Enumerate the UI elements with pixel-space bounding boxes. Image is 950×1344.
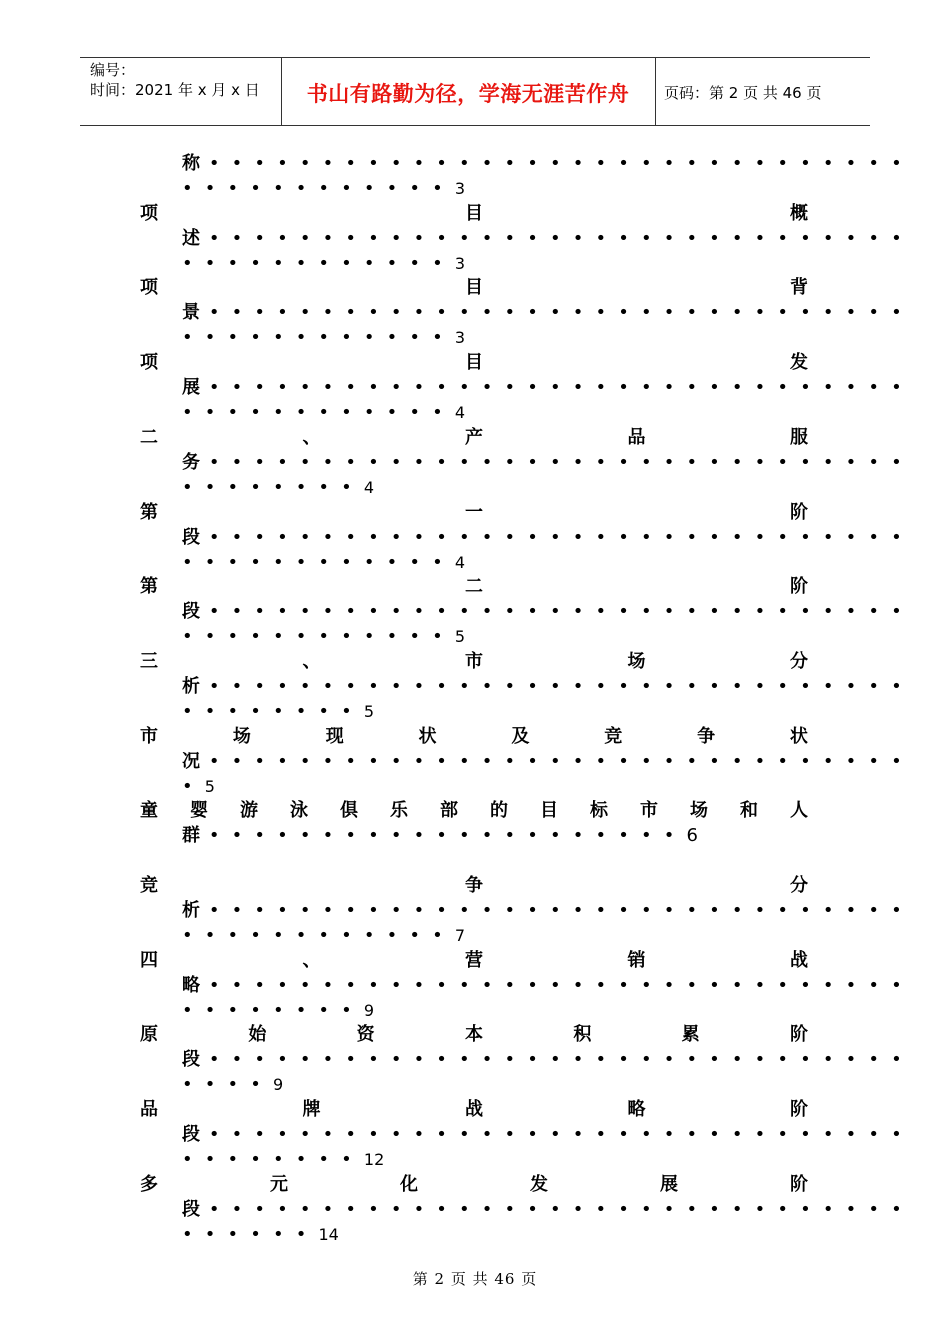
toc-title-char: 化: [400, 1173, 418, 1195]
toc-entry-title[interactable]: [140, 650, 808, 674]
toc-title-end-char: 段: [182, 526, 200, 548]
dot-leader: • • • • • • • • • • • • • • • • • • • • • • • • • • • • • • •: [200, 1198, 905, 1220]
toc-title-char: 本: [464, 1024, 483, 1046]
toc-entry-title[interactable]: [140, 351, 808, 375]
dot-leader: • • • • • • • • • • • • • • • • • • • • • • • • • • • • • • •: [200, 526, 905, 548]
toc-title-char: 一: [465, 501, 483, 523]
toc-title-char: 累: [681, 1024, 700, 1046]
toc-page-number: 9: [272, 1075, 284, 1095]
dot-leader: • • • • • • • • • • • •: [182, 402, 455, 424]
toc-entry-leader: [182, 301, 905, 325]
toc-entry-title[interactable]: [140, 276, 808, 300]
toc-title-char: 场: [690, 800, 708, 822]
dot-leader: • • • • • • • • • • • •: [182, 925, 455, 946]
toc-title-char: 服: [790, 426, 808, 448]
toc-title-char: 背: [790, 277, 808, 299]
header-page-info: 页码：第 2 页 共 46 页: [664, 84, 822, 102]
toc-entry-leader: [182, 600, 905, 624]
toc-page-line: [182, 1073, 283, 1097]
dot-leader: • • • • • • • • • • • • • • • • • • • • • • • • • • • • • • •: [200, 227, 905, 249]
toc-title-end-char: 略: [182, 974, 200, 996]
toc-entry-leader: [182, 899, 905, 923]
toc-title-char: 二: [140, 426, 158, 448]
toc-entry-title[interactable]: [140, 575, 808, 599]
toc-title-char: 产: [465, 426, 483, 448]
toc-title-char: 竞: [604, 725, 623, 747]
toc-page-line: [182, 700, 374, 724]
toc-title-char: 始: [248, 1024, 267, 1046]
toc-title-char: 阶: [789, 1024, 808, 1046]
dot-leader: • • • • • • • • • • • • • • • • • • • • • • • • • • • • • • •: [200, 377, 905, 399]
toc-entry-title[interactable]: [140, 1023, 808, 1047]
toc-title-char: 第: [140, 576, 158, 598]
toc-page-line: [182, 252, 465, 276]
toc-entry-leader: [182, 376, 905, 400]
toc-title-char: 、: [302, 650, 321, 672]
toc-entry-title[interactable]: [140, 426, 808, 450]
toc-page-line: [182, 551, 465, 575]
toc-title-char: 销: [627, 949, 646, 971]
toc-title-end-char: 务: [182, 451, 200, 473]
toc-title-char: 四: [140, 949, 158, 971]
header-motto: 书山有路勤为径，学海无涯苦作舟: [306, 82, 630, 106]
toc-title-end-char: 景: [182, 302, 200, 324]
dot-leader: • • • • • • • • • • • • • • • • • • • • • • • • • • • • • • •: [200, 601, 905, 623]
toc-title-char: 市: [640, 800, 658, 822]
toc-title-char: 分: [790, 875, 808, 896]
toc-page-line: [182, 625, 465, 649]
toc-title-char: 争: [465, 875, 483, 896]
toc-entry-leader: [182, 227, 905, 251]
toc-title-char: 及: [511, 725, 530, 747]
toc-title-char: 战: [465, 1099, 483, 1121]
dot-leader: • • • • • • • •: [182, 700, 364, 722]
dot-leader: • • • • • •: [182, 1223, 319, 1245]
document-time-label: 时间：2021 年 x 月 x 日: [90, 81, 260, 99]
toc-title-char: 游: [240, 800, 258, 822]
toc-entry-leader: [182, 152, 905, 176]
toc-page-line: [182, 476, 374, 500]
toc-page-line: [182, 999, 374, 1023]
toc-title-char: 积: [573, 1024, 592, 1046]
toc-page-number: 6: [686, 825, 698, 847]
toc-title-char: 分: [790, 650, 808, 672]
toc-title-end-char: 段: [182, 1049, 200, 1071]
toc-title-char: 状: [418, 725, 437, 747]
toc-title-end-char: 段: [182, 1198, 200, 1220]
toc-title-char: 部: [440, 800, 458, 822]
toc-title-char: 二: [465, 576, 483, 598]
toc-title-char: 状: [789, 725, 808, 747]
toc-entry-title[interactable]: [140, 1173, 808, 1197]
page-footer: 第 2 页 共 46 页: [412, 1270, 538, 1288]
toc-title-char: 营: [465, 949, 483, 971]
toc-entry-leader: [182, 750, 905, 774]
toc-title-char: 多: [140, 1173, 158, 1195]
toc-title-char: 婴: [190, 800, 208, 822]
toc-page-line: [182, 326, 465, 350]
toc-title-char: 市: [465, 650, 483, 672]
toc-title-char: 人: [790, 800, 808, 822]
dot-leader: • • • • • • • • • • • • • • • • • • • • • • • • • • • • • • •: [200, 153, 905, 174]
toc-entry-leader: [182, 1048, 905, 1072]
toc-title-char: 目: [465, 352, 483, 374]
dot-leader: • • • • • • • • • • • • • • • • • • • • • • • • • • • • • • •: [200, 302, 905, 324]
toc-title-char: 乐: [390, 800, 408, 822]
dot-leader: • • • • • • • • • • • • • • • • • • • • • • • • • • • • • • •: [200, 900, 905, 921]
dot-leader: • • • • • • • • • • • • • • • • • • • • • • • • • • • • • • •: [200, 451, 905, 473]
toc-entry-leader: [182, 1123, 905, 1147]
toc-entry-title[interactable]: [140, 799, 808, 823]
toc-title-char: 阶: [790, 576, 808, 598]
toc-title-char: 发: [790, 352, 808, 374]
toc-title-char: 略: [627, 1099, 646, 1121]
dot-leader: • • • • • • • •: [182, 1149, 364, 1171]
dot-leader: • • • • • • • • • • • •: [182, 178, 455, 199]
toc-title-char: 场: [232, 725, 251, 747]
toc-title-char: 目: [465, 277, 483, 299]
toc-title-char: 场: [627, 650, 646, 672]
toc-title-char: 童: [140, 800, 158, 822]
toc-title-char: 概: [790, 202, 808, 224]
dot-leader: • • • • • • • • • • • • • • • • • • • • •: [200, 825, 687, 847]
toc-page-line: [182, 924, 465, 948]
dot-leader: • • • • • • • • • • • • • • • • • • • • • • • • • • • • • • •: [200, 974, 905, 996]
toc-entry-leader: [182, 974, 905, 998]
toc-page-number: 3: [454, 253, 466, 273]
toc-entry-leader: [182, 526, 905, 550]
toc-title-char: 市: [140, 725, 158, 747]
toc-page-number: 5: [204, 776, 215, 796]
toc-page-number: 3: [454, 328, 466, 348]
toc-page-number: 3: [454, 179, 466, 198]
toc-page-number: 7: [454, 926, 466, 945]
toc-title-char: 战: [790, 949, 808, 971]
toc-title-char: 元: [270, 1173, 288, 1195]
toc-title-char: 三: [140, 650, 158, 672]
dot-leader: • • • • • • • • • • • •: [182, 551, 455, 573]
toc-page-number: 5: [363, 701, 375, 721]
dot-leader: • • • • • • • • • • • •: [182, 626, 455, 648]
toc-page-number: 14: [318, 1224, 339, 1244]
toc-entry-leader: [182, 451, 905, 475]
dot-leader: • • • • • • • • • • • • • • • • • • • • • • • • • • • • • • •: [200, 1124, 905, 1146]
toc-title-char: 项: [140, 202, 158, 224]
toc-entry-leader: [182, 1198, 905, 1222]
toc-entry-title[interactable]: [140, 949, 808, 973]
dot-leader: • • • • • • • • • • • •: [182, 252, 455, 274]
toc-entry-title[interactable]: [140, 1098, 808, 1122]
toc-title-end-char: 述: [182, 227, 200, 249]
toc-title-char: 牌: [302, 1099, 321, 1121]
toc-title-char: 项: [140, 352, 158, 374]
toc-title-end-char: 析: [182, 900, 200, 921]
toc-entry-leader: [182, 824, 698, 848]
toc-title-char: 泳: [290, 800, 308, 822]
toc-title-char: 目: [540, 800, 558, 822]
toc-title-char: 资: [356, 1024, 375, 1046]
toc-entry-title[interactable]: [140, 501, 808, 525]
dot-leader: • • • • • • • • • • • •: [182, 327, 455, 349]
toc-title-char: 俱: [340, 800, 358, 822]
toc-title-char: 原: [140, 1024, 158, 1046]
toc-title-char: 目: [465, 202, 483, 224]
document-number-label: 编号：: [90, 61, 136, 79]
toc-title-end-char: 况: [182, 750, 200, 772]
toc-title-char: 阶: [790, 1099, 808, 1121]
toc-title-char: 第: [140, 501, 158, 523]
dot-leader: • • • • • • • •: [182, 999, 364, 1021]
toc-title-char: 品: [140, 1099, 158, 1121]
toc-title-char: 现: [325, 725, 344, 747]
toc-title-end-char: 称: [182, 153, 200, 174]
toc-page-number: 4: [363, 477, 375, 497]
toc-title-end-char: 群: [182, 825, 200, 847]
toc-title-char: 阶: [790, 1173, 808, 1195]
toc-title-char: 品: [627, 426, 646, 448]
dot-leader: • • • • • • • • • • • • • • • • • • • • • • • • • • • • • • •: [200, 1049, 905, 1071]
toc-page-number: 4: [454, 552, 466, 572]
toc-title-char: 项: [140, 277, 158, 299]
toc-entry-title[interactable]: [140, 874, 808, 898]
dot-leader: • • • • • • • •: [182, 476, 364, 498]
dot-leader: •: [182, 775, 205, 797]
toc-page-number: 4: [454, 403, 466, 423]
toc-page-line: [182, 177, 465, 201]
toc-page-number: 12: [363, 1150, 385, 1170]
toc-title-end-char: 展: [182, 377, 200, 399]
dot-leader: • • • • • • • • • • • • • • • • • • • • • • • • • • • • • • •: [200, 675, 905, 697]
toc-title-char: 展: [660, 1173, 678, 1195]
toc-page-number: 5: [454, 627, 466, 647]
toc-title-end-char: 段: [182, 1124, 200, 1146]
toc-title-char: 标: [590, 800, 608, 822]
toc-title-char: 阶: [790, 501, 808, 523]
toc-page-line: [182, 1223, 339, 1247]
toc-title-char: 的: [490, 800, 508, 822]
toc-title-char: 、: [302, 949, 321, 971]
toc-entry-title[interactable]: [140, 725, 808, 749]
toc-title-char: 、: [302, 426, 321, 448]
dot-leader: • • • • • • • • • • • • • • • • • • • • • • • • • • • • • • •: [200, 750, 905, 772]
toc-title-char: 和: [740, 800, 758, 822]
toc-title-end-char: 析: [182, 675, 200, 697]
toc-page-number: 9: [363, 1000, 375, 1020]
toc-title-char: 竞: [140, 875, 158, 896]
toc-title-char: 发: [530, 1173, 548, 1195]
toc-page-line: [182, 401, 465, 425]
toc-title-char: 争: [697, 725, 716, 747]
toc-entry-leader: [182, 675, 905, 699]
toc-page-line: [182, 1148, 384, 1172]
toc-entry-title[interactable]: [140, 202, 808, 226]
toc-title-end-char: 段: [182, 601, 200, 623]
dot-leader: • • • •: [182, 1074, 273, 1096]
toc-page-line: [182, 775, 215, 799]
